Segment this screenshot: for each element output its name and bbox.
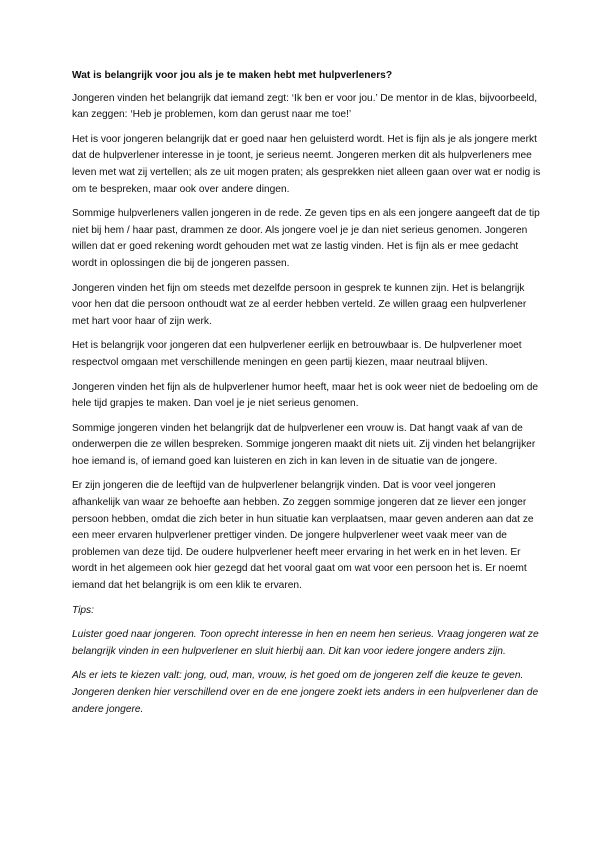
paragraph-mentor: Jongeren vinden het belangrijk dat iemand zegt: ‘Ik ben er voor jou.’ De mentor in de klas, bijvoorbeeld, kan zeggen: ‘Heb je problemen, kom dan gerust naar me toe!’ (72, 92, 538, 121)
paragraph-gender: Sommige jongeren vinden het belangrijk dat de hulpverlener een vrouw is. Dat hangt vaak af van de onderwerpen die ze willen bespreken. Sommige jongeren maakt dit niets uit. Zij vinden het belangrijker hoe iemand is, of iemand goed kan luisteren en zich in kan leven in de situatie van de jongere. (72, 422, 536, 467)
paragraph-honesty: Het is belangrijk voor jongeren dat een hulpverlener eerlijk en betrouwbaar is. De hulpverlener moet respectvol omgaan met verschillende meningen en geen partij kiezen, maar neutraal blijven. (72, 340, 522, 368)
document-page (72, 68, 544, 726)
document-title: Wat is belangrijk voor jou als je te maken hebt met hulpverleners? (72, 70, 393, 81)
paragraph-same-person: Jongeren vinden het fijn om steeds met dezelfde persoon in gesprek te kunnen zijn. Het is belangrijk voor hen dat die persoon onthoudt wat ze al eerder hebben verteld. Ze willen graag een hulpverlener met hart voor haar of zijn werk. (72, 282, 527, 327)
tips-heading: Tips: (72, 604, 94, 616)
paragraph-humor: Jongeren vinden het fijn als de hulpverlener humor heeft, maar het is ook weer niet de bedoeling om de hele tijd grapjes te maken. Dan voel je je niet serieus genomen. (72, 381, 539, 410)
paragraph-interrupting: Sommige hulpverleners vallen jongeren in de rede. Ze geven tips en als een jongere aangeeft dat de tip niet bij hem / haar past, drammen ze door. Als jongere voel je je dan niet serieus genomen. Jongeren willen dat er goed rekening wordt gehouden met wat ze lastig vinden. Het is fijn als er mee gedacht wordt in oplossingen die bij de jongeren passen. (72, 208, 540, 269)
paragraph-age: Er zijn jongeren die de leeftijd van de hulpverlener belangrijk vinden. Dat is voor veel jongeren afhankelijk van waar ze behoefte aan hebben. Zo zeggen sommige jongeren dat ze liever een jonger persoon hebben, omdat die zich beter in hun situatie kan verplaatsen, maar geven anderen aan dat ze een meer ervaren hulpverlener prettiger vinden. De jongere hulpverlener weet vaak meer van de problemen van deze tijd. De oudere hulpverlener heeft meer ervaring in het werk en in het leven. Er wordt in het algemeen ook hier gezegd dat het vooral gaat om wat voor een persoon het is. Er noemt iemand dat het belangrijk is om een klik te ervaren. (72, 480, 534, 592)
tip-choice: Als er iets te kiezen valt: jong, oud, man, vrouw, is het goed om de jongeren zelf die keuze te geven. Jongeren denken hier verschillend over en de ene jongere zoekt iets anders in een hulpverlener dan de andere jongere. (72, 670, 539, 715)
tip-listen: Luister goed naar jongeren. Toon oprecht interesse in hen en neem hen serieus. Vraag jongeren wat ze belangrijk vinden in een hulpverlener en sluit hierbij aan. Dit kan voor iedere jongere anders zijn. (72, 629, 539, 657)
paragraph-listening: Het is voor jongeren belangrijk dat er goed naar hen geluisterd wordt. Het is fijn als je als jongere merkt dat de hulpverlener interesse in je toont, je serieus neemt. Jongeren merken dit als hulpverleners mee leven met wat zij vertellen; als ze uit mogen praten; als gesprekken niet alleen gaan over wat er nodig is om te bespreken, maar ook over andere dingen. (72, 133, 541, 195)
